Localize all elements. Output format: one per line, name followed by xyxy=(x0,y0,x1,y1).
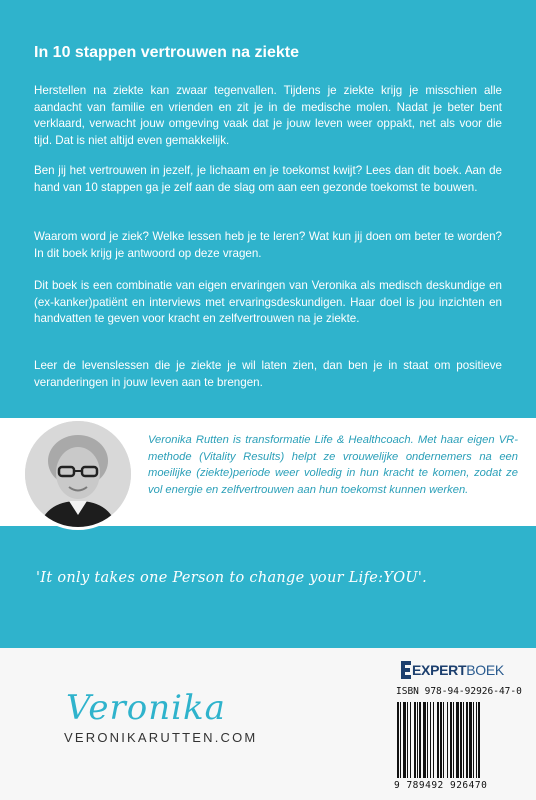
author-photo xyxy=(22,418,134,530)
author-bio: Veronika Rutten is transformatie Life & Healthcoach. Met haar eigen VR-methode (Vitality Results) helpt ze vrouwelijke ondernemers na een moeilijke (ziekte)periode weer volledig in hun kracht te komen, zodat ze vol energie en zelfvertrouwen aan hun toekomst kunnen werken. xyxy=(148,434,518,496)
publisher-name-bold: EXPERT xyxy=(412,662,467,678)
blurb-paragraph-3: Waarom word je ziek? Welke lessen heb je te leren? Wat kun jij doen om beter te worden? In dit boek krijg je antwoord op deze vragen. xyxy=(34,230,502,260)
barcode xyxy=(396,702,504,778)
author-portrait-illustration xyxy=(25,421,131,527)
veronika-logo-script: Veronika xyxy=(66,688,226,728)
publisher-name xyxy=(412,662,504,678)
barcode-number: 9 789492 926470 xyxy=(394,780,488,791)
blurb-paragraph-2: Ben jij het vertrouwen in jezelf, je lichaam en je toekomst kwijt? Lees dan dit boek. Aan de hand van 10 stappen ga je zelf aan de slag om aan een gezonde toekomst te bouwen. xyxy=(34,164,502,194)
blurb-paragraph-5: Leer de levenslessen die je ziekte je wil laten zien, dan ben je in staat om positieve veranderingen in jouw leven aan te brengen. xyxy=(34,359,502,389)
cover-quote: 'It only takes one Person to change your Life:YOU'. xyxy=(36,570,428,586)
isbn-text: ISBN 978-94-92926-47-0 xyxy=(396,686,522,697)
website-url: VERONIKARUTTEN.COM xyxy=(64,730,258,745)
cover-title: In 10 stappen vertrouwen na ziekte xyxy=(34,44,299,61)
publisher-logo xyxy=(400,660,502,680)
blurb-paragraph-1: Herstellen na ziekte kan zwaar tegenvallen. Tijdens je ziekte krijg je misschien alle aandacht van familie en vrienden en zit je in de medische molen. Nadat je beter bent verklaard, verwacht jouw omgeving vaak dat je jouw leven weer oppakt, net als voor die tijd. Dat is niet altijd even gemakkelijk. xyxy=(34,84,502,147)
publisher-name-light: BOEK xyxy=(466,662,504,678)
blurb-paragraph-4: Dit boek is een combinatie van eigen ervaringen van Veronika als medisch deskundige en (ex-kanker)patiënt en interviews met ervaringsdeskundigen. Haar doel is jou inzichten en handvatten te geven voor kracht en zelfvertrouwen na je ziekte. xyxy=(34,279,502,325)
